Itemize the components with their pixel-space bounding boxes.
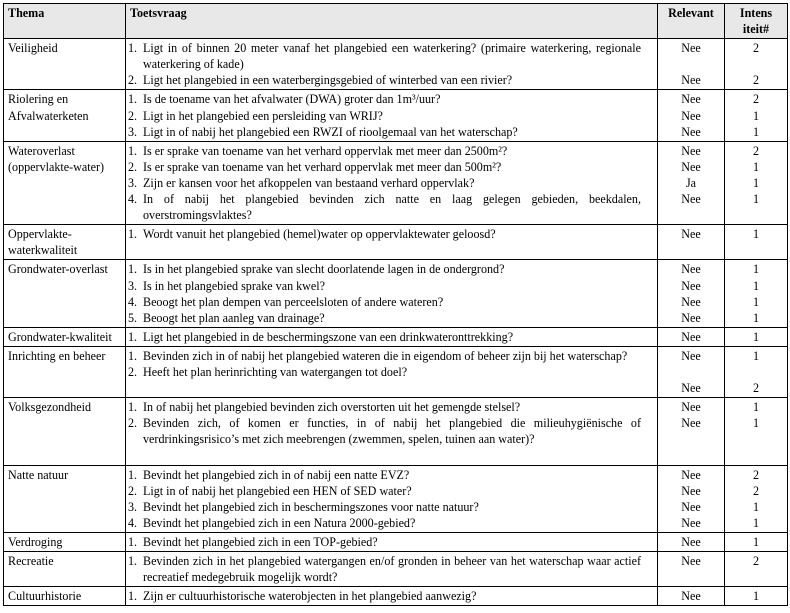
question-text: Ligt het plangebied in een waterbergingsgebied of winterbed van een rivier? xyxy=(143,73,513,88)
relevant-value: Nee xyxy=(681,262,701,277)
relevant-value: Nee xyxy=(681,227,701,242)
question-number: 5. xyxy=(128,310,138,325)
relevant-cell xyxy=(658,552,725,587)
questions-cell xyxy=(126,260,658,327)
relevant-value: Nee xyxy=(681,515,701,530)
line-spacer xyxy=(658,447,724,463)
intensity-value: 2 xyxy=(752,41,760,56)
question-number: 1. xyxy=(128,348,138,363)
question-item xyxy=(126,294,657,310)
question-number: 1. xyxy=(128,41,138,56)
intensity-cell xyxy=(725,90,788,141)
question-item xyxy=(126,483,657,499)
relevant-cell xyxy=(658,398,725,465)
line-spacer xyxy=(658,364,724,380)
question-number: 2. xyxy=(128,364,138,379)
relevant-value: Nee xyxy=(681,310,701,325)
question-item xyxy=(126,467,657,483)
questions-cell xyxy=(126,398,658,465)
intensity-cell xyxy=(725,327,788,346)
questions-cell xyxy=(126,532,658,551)
relevant-value: Nee xyxy=(681,159,701,174)
question-item xyxy=(126,534,657,550)
question-text: Beoogt het plan aanleg van drainage? xyxy=(143,310,325,325)
question-text: In of nabij het plangebied bevinden zich natte en laag gelegen gebieden, beekdalen, overstromingsvlaktes? xyxy=(143,192,641,223)
line-spacer xyxy=(725,207,787,223)
question-item xyxy=(126,108,657,124)
relevant-value: Nee xyxy=(681,192,701,207)
relevant-value: Nee xyxy=(681,467,701,482)
question-number: 3. xyxy=(128,124,138,139)
question-text: Beoogt het plan dempen van perceelsloten of andere wateren? xyxy=(143,294,444,309)
question-item xyxy=(126,415,657,447)
theme-cell: Riolering en Afvalwaterketen xyxy=(4,90,126,141)
question-number: 1. xyxy=(128,400,138,415)
relevant-cell xyxy=(658,346,725,397)
intensity-value: 2 xyxy=(752,467,760,482)
question-text: Bevinden zich in het plangebied watergangen en/of gronden in beheer van het waterschap waar actief recreatief medegebruik mogelijk wordt? xyxy=(143,554,641,585)
question-number: 2. xyxy=(128,483,138,498)
question-text: Bevinden zich, of komen er functies, in of nabij het plangebied die milieuhygiënische of verdrinkingsrisico’s met zich meebrengen (zwemmen, spelen, tuinen aan water)? xyxy=(143,416,641,447)
line-spacer xyxy=(725,569,787,585)
question-item xyxy=(126,143,657,159)
question-text: Is er sprake van toename van het verhard oppervlak met meer dan 500m²? xyxy=(143,159,502,174)
table-row xyxy=(4,39,788,90)
intensity-cell xyxy=(725,225,788,260)
question-number: 4. xyxy=(128,192,138,207)
line-spacer xyxy=(725,56,787,72)
question-text: Wordt vanuit het plangebied (hemel)water op oppervlaktewater geloosd? xyxy=(143,227,496,242)
intensity-cell xyxy=(725,587,788,606)
theme-cell: Recreatie xyxy=(4,552,126,587)
intensity-value: 1 xyxy=(752,108,760,123)
question-text: Ligt het plangebied in de beschermingszone van een drinkwateronttrekking? xyxy=(143,329,514,344)
question-item xyxy=(126,40,657,72)
theme-cell: Volksgezondheid xyxy=(4,398,126,465)
intensity-value: 1 xyxy=(752,499,760,514)
questions-cell xyxy=(126,346,658,397)
relevant-value: Nee xyxy=(681,329,701,344)
question-text: Is de toename van het afvalwater (DWA) groter dan 1m³/uur? xyxy=(143,92,441,107)
intensity-cell xyxy=(725,532,788,551)
intensity-value: 1 xyxy=(752,227,760,242)
question-text: In of nabij het plangebied bevinden zich overstorten uit het gemengde stelsel? xyxy=(143,400,521,415)
document-page xyxy=(3,3,787,606)
relevant-cell xyxy=(658,39,725,90)
intensity-value: 1 xyxy=(752,310,760,325)
question-number: 1. xyxy=(128,467,138,482)
intensity-value: 1 xyxy=(752,262,760,277)
question-number: 2. xyxy=(128,416,138,431)
intensity-cell xyxy=(725,39,788,90)
relevant-value: Nee xyxy=(681,381,701,396)
table-body xyxy=(4,39,788,606)
table-row xyxy=(4,90,788,141)
question-item xyxy=(126,278,657,294)
theme-cell: Wateroverlast (oppervlakte-water) xyxy=(4,141,126,224)
line-spacer xyxy=(658,207,724,223)
intensity-cell xyxy=(725,398,788,465)
relevant-cell xyxy=(658,587,725,606)
intensity-value: 2 xyxy=(752,143,760,158)
line-spacer xyxy=(658,431,724,447)
intensity-cell xyxy=(725,346,788,397)
question-text: Bevinden zich in of nabij het plangebied wateren die in eigendom of beheer zijn bij het waterschap? xyxy=(143,348,628,363)
header-toetsvraag: Toetsvraag xyxy=(126,4,658,39)
theme-cell: Grondwater-kwaliteit xyxy=(4,327,126,346)
questions-cell xyxy=(126,552,658,587)
question-item xyxy=(126,553,657,585)
question-item xyxy=(126,329,657,345)
question-item xyxy=(126,399,657,415)
intensity-value: 1 xyxy=(752,400,760,415)
relevant-value: Nee xyxy=(681,348,701,363)
questions-cell xyxy=(126,39,658,90)
header-row xyxy=(4,4,788,39)
table-row xyxy=(4,587,788,606)
relevant-value: Nee xyxy=(681,483,701,498)
intensity-value: 1 xyxy=(752,159,760,174)
line-spacer xyxy=(725,364,787,380)
relevant-value: Nee xyxy=(681,108,701,123)
intensity-value: 1 xyxy=(752,416,760,431)
theme-cell: Natte natuur xyxy=(4,465,126,532)
question-text: Ligt in of nabij het plangebied een HEN of SED water? xyxy=(143,483,412,498)
line-spacer xyxy=(658,56,724,72)
relevant-value: Nee xyxy=(681,589,701,604)
table-row xyxy=(4,225,788,260)
intensity-value: 1 xyxy=(752,294,760,309)
relevant-value: Nee xyxy=(681,143,701,158)
intensity-value: 1 xyxy=(752,278,760,293)
theme-cell: Grondwater-overlast xyxy=(4,260,126,327)
table-row xyxy=(4,260,788,327)
relevant-cell xyxy=(658,532,725,551)
question-text: Bevindt het plangebied zich in een Natura 2000-gebied? xyxy=(143,515,416,530)
theme-cell: Verdroging xyxy=(4,532,126,551)
question-item xyxy=(126,226,657,242)
question-number: 3. xyxy=(128,278,138,293)
water-assessment-table xyxy=(3,3,788,606)
question-item xyxy=(126,261,657,277)
relevant-cell xyxy=(658,90,725,141)
question-number: 2. xyxy=(128,108,138,123)
table-row xyxy=(4,346,788,397)
relevant-value: Nee xyxy=(681,499,701,514)
intensity-value: 1 xyxy=(752,348,760,363)
questions-cell xyxy=(126,141,658,224)
question-number: 2. xyxy=(128,159,138,174)
question-text: Heeft het plan herinrichting van watergangen tot doel? xyxy=(143,364,408,379)
table-row xyxy=(4,532,788,551)
question-text: Zijn er cultuurhistorische waterobjecten in het plangebied aanwezig? xyxy=(143,589,477,604)
relevant-cell xyxy=(658,327,725,346)
header-relevant: Relevant xyxy=(658,4,725,39)
question-number: 1. xyxy=(128,143,138,158)
question-number: 2. xyxy=(128,73,138,88)
question-number: 4. xyxy=(128,294,138,309)
question-number: 3. xyxy=(128,499,138,514)
question-text: Ligt in of nabij het plangebied een RWZI of rioolgemaal van het waterschap? xyxy=(143,124,518,139)
question-item xyxy=(126,364,657,380)
theme-cell: Oppervlakte-waterkwaliteit xyxy=(4,225,126,260)
question-text: Bevindt het plangebied zich in of nabij een natte EVZ? xyxy=(143,467,410,482)
table-row xyxy=(4,552,788,587)
theme-cell: Veiligheid xyxy=(4,39,126,90)
questions-cell xyxy=(126,327,658,346)
question-text: Is in het plangebied sprake van slecht doorlatende lagen in de ondergrond? xyxy=(143,262,505,277)
questions-cell xyxy=(126,587,658,606)
question-item xyxy=(126,499,657,515)
questions-cell xyxy=(126,465,658,532)
table-row xyxy=(4,465,788,532)
table-row xyxy=(4,327,788,346)
relevant-value: Nee xyxy=(681,294,701,309)
relevant-value: Nee xyxy=(681,554,701,568)
question-item xyxy=(126,191,657,223)
relevant-cell xyxy=(658,260,725,327)
intensity-cell xyxy=(725,141,788,224)
intensity-cell xyxy=(725,260,788,327)
question-text: Zijn er kansen voor het afkoppelen van bestaand verhard oppervlak? xyxy=(143,175,475,190)
question-number: 1. xyxy=(128,329,138,344)
theme-cell: Cultuurhistorie xyxy=(4,587,126,606)
header-thema: Thema xyxy=(4,4,126,39)
question-item xyxy=(126,515,657,531)
intensity-value: 1 xyxy=(752,192,760,207)
table-row xyxy=(4,141,788,224)
intensity-value: 1 xyxy=(752,534,760,549)
question-text: Is in het plangebied sprake van kwel? xyxy=(143,278,326,293)
intensity-value: 1 xyxy=(752,124,760,139)
intensity-value: 2 xyxy=(752,554,760,568)
question-number: 1. xyxy=(128,589,138,604)
relevant-cell xyxy=(658,465,725,532)
questions-cell xyxy=(126,225,658,260)
question-text: Ligt in het plangebied een persleiding van WRIJ? xyxy=(143,108,383,123)
theme-cell: Inrichting en beheer xyxy=(4,346,126,397)
relevant-value: Ja xyxy=(685,175,697,190)
header-intensiteit: Intens iteit# xyxy=(725,4,788,39)
intensity-value: 1 xyxy=(752,515,760,530)
line-spacer xyxy=(658,569,724,585)
question-number: 1. xyxy=(128,92,138,107)
intensity-value: 1 xyxy=(752,175,760,190)
relevant-value: Nee xyxy=(681,400,701,415)
question-text: Bevindt het plangebied zich in beschermingszones voor natte natuur? xyxy=(143,499,479,514)
question-item xyxy=(126,348,657,364)
question-number: 1. xyxy=(128,227,138,242)
intensity-value: 2 xyxy=(752,483,760,498)
question-item xyxy=(126,310,657,326)
question-item xyxy=(126,175,657,191)
relevant-value: Nee xyxy=(681,41,701,56)
question-number: 3. xyxy=(128,175,138,190)
table-row xyxy=(4,398,788,465)
relevant-value: Nee xyxy=(681,416,701,431)
relevant-value: Nee xyxy=(681,73,701,88)
line-spacer xyxy=(725,447,787,463)
question-item xyxy=(126,91,657,107)
question-item xyxy=(126,159,657,175)
intensity-cell xyxy=(725,552,788,587)
intensity-value: 1 xyxy=(752,589,760,604)
relevant-value: Nee xyxy=(681,278,701,293)
relevant-cell xyxy=(658,225,725,260)
relevant-value: Nee xyxy=(681,124,701,139)
intensity-value: 2 xyxy=(752,73,760,88)
question-item xyxy=(126,588,657,604)
question-number: 1. xyxy=(128,534,138,549)
question-text: Bevindt het plangebied zich in een TOP-gebied? xyxy=(143,534,378,549)
question-item xyxy=(126,124,657,140)
relevant-cell xyxy=(658,141,725,224)
questions-cell xyxy=(126,90,658,141)
question-number: 1. xyxy=(128,262,138,277)
question-text: Ligt in of binnen 20 meter vanaf het plangebied een waterkering? (primaire waterkering, regionale waterkering of kade) xyxy=(143,41,641,72)
relevant-value: Nee xyxy=(681,534,701,549)
question-item xyxy=(126,72,657,88)
question-number: 1. xyxy=(128,554,138,568)
question-number: 4. xyxy=(128,515,138,530)
line-spacer xyxy=(725,431,787,447)
intensity-value: 2 xyxy=(752,92,760,107)
relevant-value: Nee xyxy=(681,92,701,107)
intensity-value: 2 xyxy=(752,381,760,396)
intensity-cell xyxy=(725,465,788,532)
intensity-value: 1 xyxy=(752,329,760,344)
question-text: Is er sprake van toename van het verhard oppervlak met meer dan 2500m²? xyxy=(143,143,508,158)
